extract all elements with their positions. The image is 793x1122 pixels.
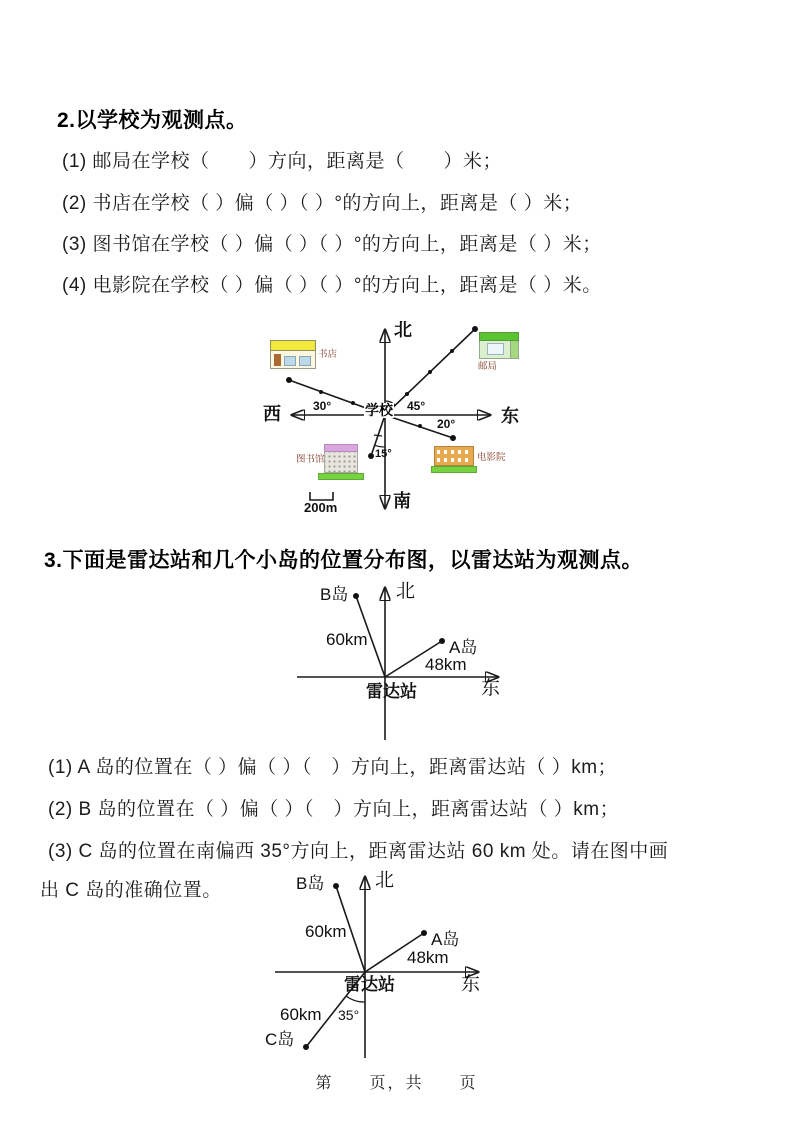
q3-item-2: (2) B 岛的位置在（ ）偏（ ）（ ）方向上，距离雷达站（ ）km； <box>48 799 620 820</box>
west-label: 西 <box>263 404 281 424</box>
east-label: 东 <box>461 974 481 995</box>
distance-b-label: 60km <box>305 922 347 941</box>
library-label: 图书馆 <box>296 454 325 465</box>
radar-station-label: 雷达站 <box>344 975 395 994</box>
library-building-icon <box>324 444 358 480</box>
post-angle-label: 45° <box>407 399 426 413</box>
radar-station-label: 雷达站 <box>366 682 417 701</box>
school-map-diagram <box>250 318 540 518</box>
island-b-label: B岛 <box>296 874 325 893</box>
post-office-building-icon <box>479 332 519 360</box>
q2-item-3: (3) 图书馆在学校（ ）偏（ ）（ ）°的方向上，距离是（ ）米； <box>62 234 602 255</box>
q2-title: 2.以学校为观测点。 <box>57 109 248 132</box>
q3-title: 3.下面是雷达站和几个小岛的位置分布图，以雷达站为观测点。 <box>44 549 644 572</box>
island-b-label: B岛 <box>320 585 349 604</box>
island-c-label: C岛 <box>265 1030 295 1049</box>
radar-map-diagram-1 <box>270 578 515 748</box>
q3-item-3-continued: 出 C 岛的准确位置。 <box>40 880 222 901</box>
school-label: 学校 <box>365 402 393 418</box>
island-a-label: A岛 <box>449 638 478 657</box>
east-label: 东 <box>481 678 501 699</box>
q3-item-3: (3) C 岛的位置在南偏西 35°方向上，距离雷达站 60 km 处。请在图中画 <box>48 841 669 862</box>
radar-map-1-axes <box>270 578 515 748</box>
north-label: 北 <box>394 320 412 340</box>
q3-item-1: (1) A 岛的位置在（ ）偏（ ）（ ）方向上，距离雷达站（ ）km； <box>48 757 618 778</box>
bookstore-building-icon <box>270 340 316 370</box>
east-label: 东 <box>501 406 519 426</box>
bookstore-label: 书店 <box>318 349 338 360</box>
distance-b-label: 60km <box>326 630 368 649</box>
page-footer: 第 页，共 页 <box>315 1075 478 1092</box>
south-label: 南 <box>393 491 411 511</box>
cinema-label: 电影院 <box>477 452 506 463</box>
radar-map-diagram-2 <box>250 865 495 1065</box>
north-label: 北 <box>396 581 416 602</box>
distance-c-label: 60km <box>280 1005 322 1024</box>
cinema-building-icon <box>434 446 474 473</box>
q2-item-1: (1) 邮局在学校（ ）方向，距离是（ ）米； <box>62 151 503 172</box>
angle-c-label: 35° <box>338 1007 360 1023</box>
bookstore-angle-label: 30° <box>313 399 332 413</box>
library-angle-label: 15° <box>375 448 392 460</box>
north-label: 北 <box>375 870 395 891</box>
island-a-label: A岛 <box>431 930 460 949</box>
q2-item-2: (2) 书店在学校（ ）偏（ ）（ ）°的方向上，距离是（ ）米； <box>62 193 583 214</box>
cinema-angle-label: 20° <box>437 417 456 431</box>
scale-label: 200m <box>304 500 338 515</box>
distance-a-label: 48km <box>407 948 449 967</box>
q2-item-4: (4) 电影院在学校（ ）偏（ ）（ ）°的方向上，距离是（ ）米。 <box>62 275 602 296</box>
distance-a-label: 48km <box>425 655 467 674</box>
post-office-label: 邮局 <box>478 361 498 372</box>
